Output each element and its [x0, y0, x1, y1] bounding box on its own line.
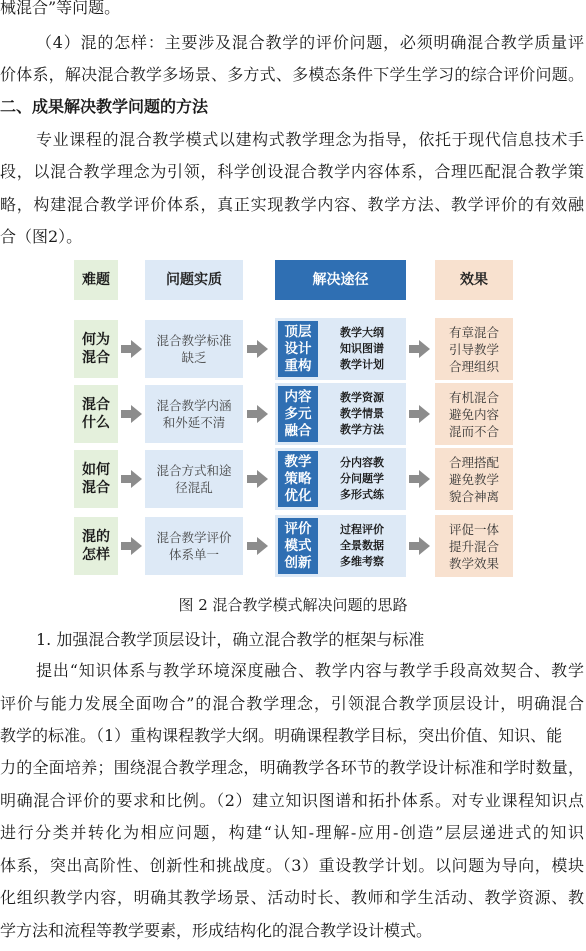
- row-problem: [145, 385, 243, 443]
- effect-text: 避免教学: [448, 471, 499, 487]
- effect-text: 混而不合: [448, 423, 499, 439]
- solution-items: [321, 451, 403, 507]
- problem-text: 混合教学内涵: [156, 398, 232, 413]
- subsection-heading: 1. 加强混合教学顶层设计，确立混合教学的框架与标准: [36, 630, 425, 649]
- arrow-right-icon: [419, 405, 430, 423]
- solution-item: 全景数据: [340, 539, 384, 552]
- solution-main-text: 重构: [284, 357, 312, 374]
- solution-main-text: 内容: [284, 388, 312, 405]
- solution-main: [278, 451, 318, 507]
- solution-main-text: 多元: [284, 405, 312, 422]
- solution-main: [278, 386, 318, 442]
- solution-item: 多形式练: [340, 488, 384, 501]
- effect-text: 评促一体: [448, 521, 499, 537]
- row-solution: [275, 448, 406, 510]
- question-text: 如何: [82, 462, 110, 478]
- solution-main-text: 教学: [284, 453, 312, 470]
- row-solution: [275, 318, 406, 380]
- header-solution: 解决途径: [275, 260, 406, 300]
- problem-text: 径混乱: [175, 480, 213, 495]
- row-question: [74, 450, 118, 508]
- paragraph-line: 体系，突出高阶性、创新性和挑战度。（3）重设教学计划。以问题为导向，模块: [0, 856, 584, 875]
- solution-items: [321, 518, 403, 574]
- effect-text: 避免内容: [448, 406, 499, 422]
- solution-main-text: 创新: [284, 554, 312, 571]
- problem-text: 混合教学评价: [156, 530, 232, 545]
- effect-text: 貌合神离: [448, 488, 499, 504]
- paragraph-line: （4）混的怎样：主要涉及混合教学的评价问题，必须明确混合教学质量评: [36, 33, 584, 52]
- effect-text: 引导教学: [448, 341, 499, 357]
- question-text: 什么: [82, 415, 110, 431]
- paragraph-line: 评价与能力发展全面吻合”的混合教学理念，引领混合教学顶层设计，明确混合: [0, 694, 584, 713]
- header-difficulty: 难题: [74, 260, 118, 300]
- solution-main-text: 优化: [284, 487, 312, 504]
- solution-item: 教学大纲: [340, 326, 384, 339]
- arrow-right-icon: [131, 405, 142, 423]
- arrow-right-icon: [131, 340, 142, 358]
- row-problem: [145, 450, 243, 508]
- arrow-right-icon: [257, 470, 268, 488]
- solution-item: 多维考察: [340, 555, 384, 568]
- question-text: 混合: [82, 480, 110, 496]
- solution-items: [321, 321, 403, 377]
- row-question: [74, 517, 118, 575]
- solution-main: [278, 518, 318, 574]
- solution-item: 教学方法: [340, 423, 384, 436]
- paragraph-line: 力的全面培养；围绕混合教学理念，明确教学各环节的教学设计标准和学时数量，: [0, 758, 584, 777]
- question-text: 混合: [82, 350, 110, 366]
- solution-main-text: 模式: [284, 537, 312, 554]
- section-heading: 二、成果解决教学问题的方法: [0, 97, 209, 116]
- paragraph-line: 进行分类并转化为相应问题，构建“认知-理解-应用-创造”层层递进式的知识: [0, 823, 584, 842]
- paragraph-line: 教学的标准。（1）重构课程教学大纲。明确课程教学目标，突出价值、知识、能: [0, 726, 563, 745]
- solution-main-text: 设计: [284, 340, 312, 357]
- arrow-right-icon: [257, 340, 268, 358]
- row-effect: [435, 383, 513, 445]
- problem-text: 混合方式和途: [156, 463, 232, 478]
- solution-main-text: 评价: [284, 520, 312, 537]
- header-effect: 效果: [435, 260, 513, 300]
- effect-text: 合理搭配: [448, 454, 499, 470]
- problem-text: 体系单一: [168, 547, 219, 562]
- solution-main-text: 融合: [284, 422, 312, 439]
- solution-item: 教学情景: [340, 407, 384, 420]
- problem-text: 混合教学标准: [156, 333, 232, 348]
- row-effect: [435, 515, 513, 577]
- effect-text: 教学效果: [448, 555, 499, 571]
- solution-main-text: 顶层: [284, 323, 312, 340]
- arrow-right-icon: [419, 537, 430, 555]
- solution-item: 教学资源: [340, 391, 384, 404]
- arrow-right-icon: [419, 470, 430, 488]
- effect-text: 提升混合: [448, 538, 499, 554]
- effect-text: 合理组织: [448, 358, 499, 374]
- paragraph-line: 学方法和流程等教学要素，形成结构化的混合教学设计模式。: [0, 921, 433, 940]
- solution-item: 分内容教: [340, 456, 384, 469]
- paragraph-line: 化组织教学内容，明确其教学场景、活动时长、教师和学生活动、教学资源、教: [0, 888, 584, 907]
- question-text: 何为: [82, 332, 110, 348]
- row-solution: [275, 515, 406, 577]
- problem-text: 缺乏: [181, 350, 207, 365]
- solution-items: [321, 386, 403, 442]
- paragraph-line: 提出“知识体系与教学环境深度融合、教学内容与教学手段高效契合、教学: [36, 661, 584, 680]
- row-problem: [145, 320, 243, 378]
- problem-text: 和外延不清: [162, 415, 226, 430]
- row-effect: [435, 318, 513, 380]
- question-text: 混的: [82, 529, 110, 545]
- arrow-right-icon: [131, 537, 142, 555]
- paragraph-line: 械混合”等问题。: [0, 0, 121, 17]
- solution-item: 分问题学: [340, 472, 384, 485]
- solution-item: 知识图谱: [340, 342, 384, 355]
- paragraph-line: 段，以混合教学理念为引领，科学创设混合教学内容体系，合理匹配混合教学策: [0, 162, 584, 181]
- paragraph-line: 专业课程的混合教学模式以建构式教学理念为指导，依托于现代信息技术手: [36, 130, 584, 149]
- row-problem: [145, 517, 243, 575]
- row-effect: [435, 448, 513, 510]
- paragraph-line: 略，构建混合教学评价体系，真正实现教学内容、教学方法、教学评价的有效融: [0, 195, 584, 214]
- arrow-right-icon: [257, 405, 268, 423]
- arrow-right-icon: [257, 537, 268, 555]
- paragraph-line: 价体系，解决混合教学多场景、多方式、多模态条件下学生学习的综合评价问题。: [0, 65, 584, 84]
- solution-main-text: 策略: [284, 470, 312, 487]
- effect-text: 有章混合: [448, 324, 499, 340]
- arrow-right-icon: [131, 470, 142, 488]
- header-problem: 问题实质: [145, 260, 243, 300]
- figure-diagram: [72, 258, 518, 584]
- arrow-right-icon: [419, 340, 430, 358]
- figure-caption: 图 2 混合教学模式解决问题的思路: [178, 596, 408, 614]
- solution-main: [278, 321, 318, 377]
- question-text: 混合: [82, 397, 110, 413]
- paragraph-line: 明确混合评价的要求和比例。（2）建立知识图谱和拓扑体系。对专业课程知识点: [0, 791, 584, 810]
- row-solution: [275, 383, 406, 445]
- solution-item: 过程评价: [340, 523, 384, 536]
- row-question: [74, 385, 118, 443]
- solution-item: 教学计划: [340, 358, 384, 371]
- question-text: 怎样: [82, 547, 110, 563]
- row-question: [74, 320, 118, 378]
- paragraph-line: 合（图2）。: [0, 227, 83, 246]
- effect-text: 有机混合: [448, 389, 499, 405]
